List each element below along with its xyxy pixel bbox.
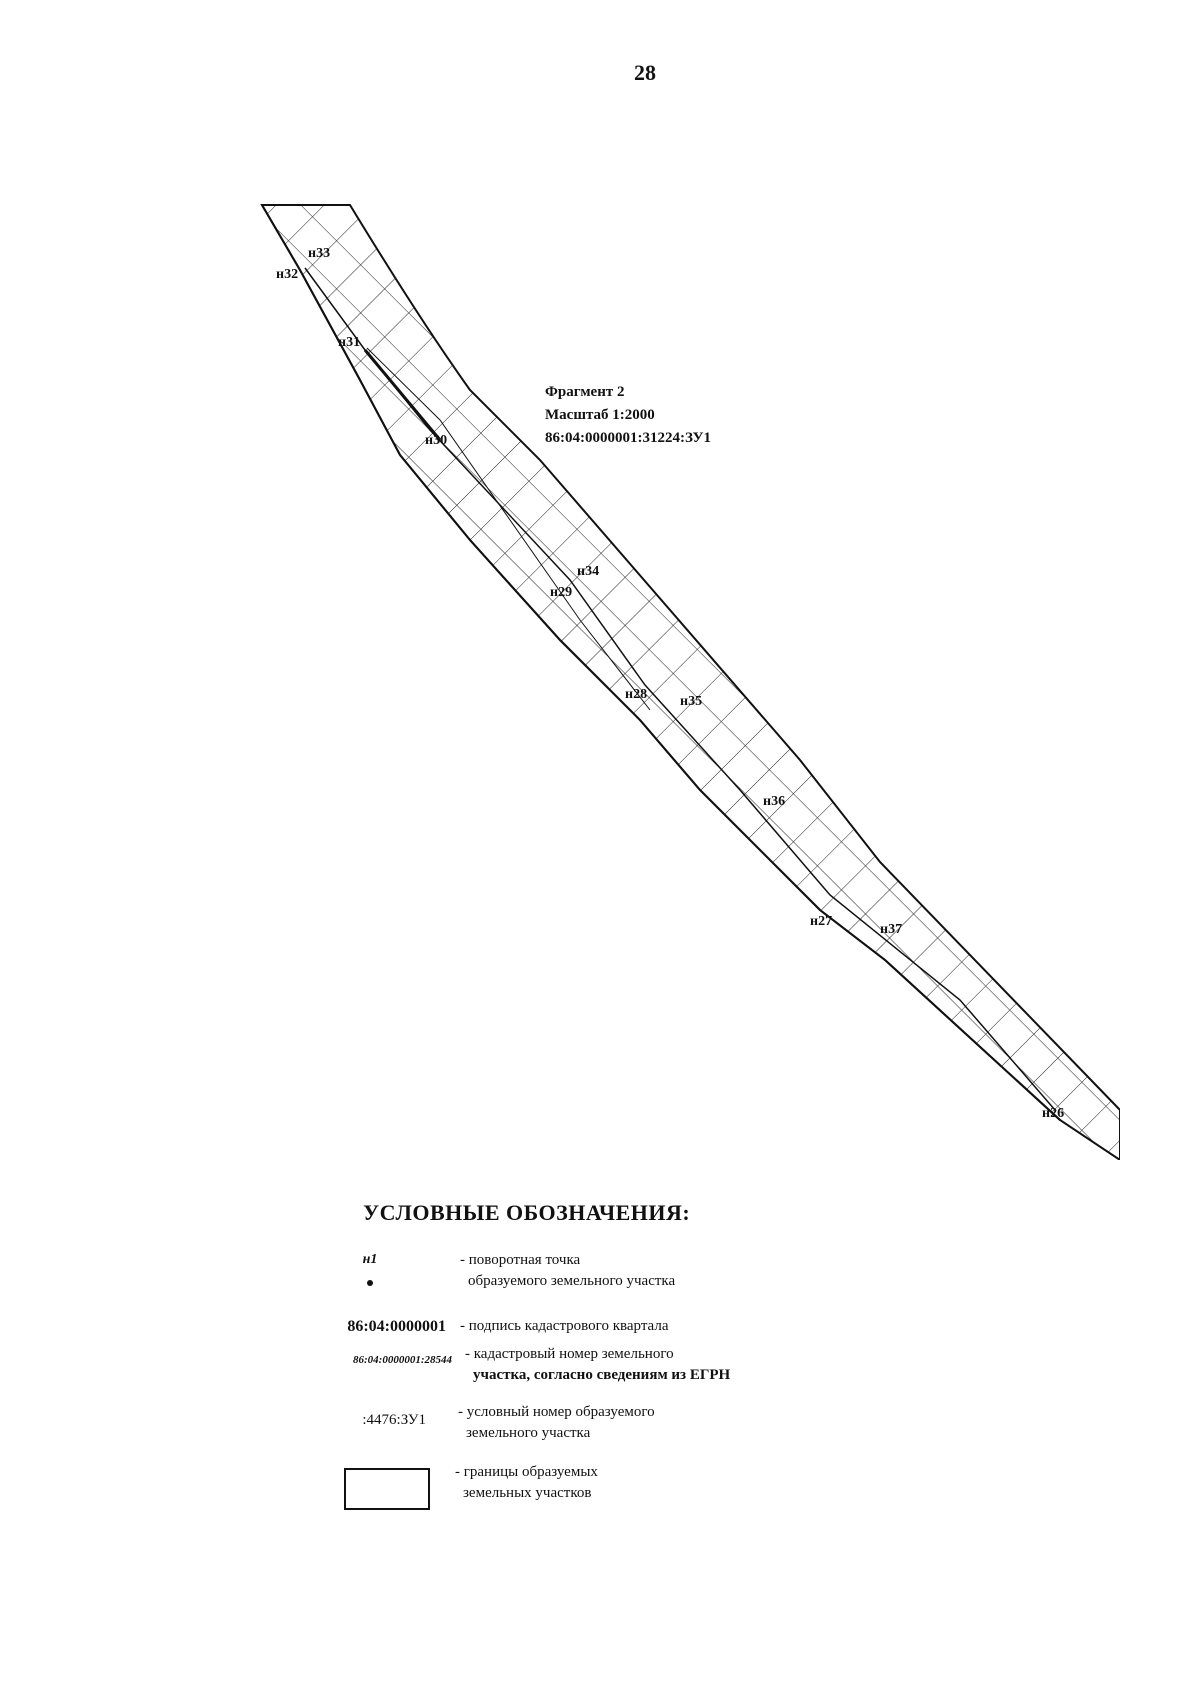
fragment-title: Фрагмент 2 — [545, 384, 625, 400]
turning-point-icon — [367, 1280, 373, 1286]
boundary-symbol-icon — [344, 1468, 430, 1510]
point-label-н28: н28 — [625, 687, 648, 702]
legend-desc-boundaries: - границы образуемых земельных участков — [455, 1464, 598, 1501]
legend-desc-cadastral-number: - кадастровый номер земельного участка, согласно сведениям из ЕГРН — [465, 1346, 731, 1383]
legend-key-point: н1 — [362, 1252, 378, 1267]
legend-desc-conditional-number: - условный номер образуемого земельного участка — [458, 1404, 655, 1441]
fragment-info — [545, 381, 711, 450]
point-label-н36: н36 — [763, 794, 786, 809]
point-label-н32: н32 — [276, 267, 299, 282]
point-label-н29: н29 — [550, 585, 573, 600]
legend-desc-quarter: - подпись кадастрового квартала — [460, 1318, 669, 1334]
legend-title: УСЛОВНЫЕ ОБОЗНАЧЕНИЯ: — [363, 1200, 691, 1225]
legend-key-quarter: 86:04:0000001 — [347, 1318, 446, 1335]
legend-key-conditional-number: :4476:ЗУ1 — [362, 1412, 426, 1428]
legend-key-cadastral-number: 86:04:0000001:28544 — [353, 1354, 452, 1366]
parcel-strip — [262, 205, 1120, 1160]
fragment-parcel-number: 86:04:0000001:31224:ЗУ1 — [545, 430, 712, 446]
point-label-н37: н37 — [880, 922, 903, 937]
point-label-н33: н33 — [308, 246, 331, 261]
point-label-н30: н30 — [425, 433, 448, 448]
fragment-scale: Масштаб 1:2000 — [545, 407, 655, 423]
point-label-н35: н35 — [680, 694, 703, 709]
point-label-н31: н31 — [338, 335, 361, 350]
legend-desc-point: - поворотная точка образуемого земельного участка — [460, 1252, 676, 1289]
page-number: 28 — [634, 60, 656, 85]
point-label-н34: н34 — [577, 564, 600, 579]
point-label-н27: н27 — [810, 914, 833, 929]
point-label-н26: н26 — [1042, 1106, 1065, 1121]
